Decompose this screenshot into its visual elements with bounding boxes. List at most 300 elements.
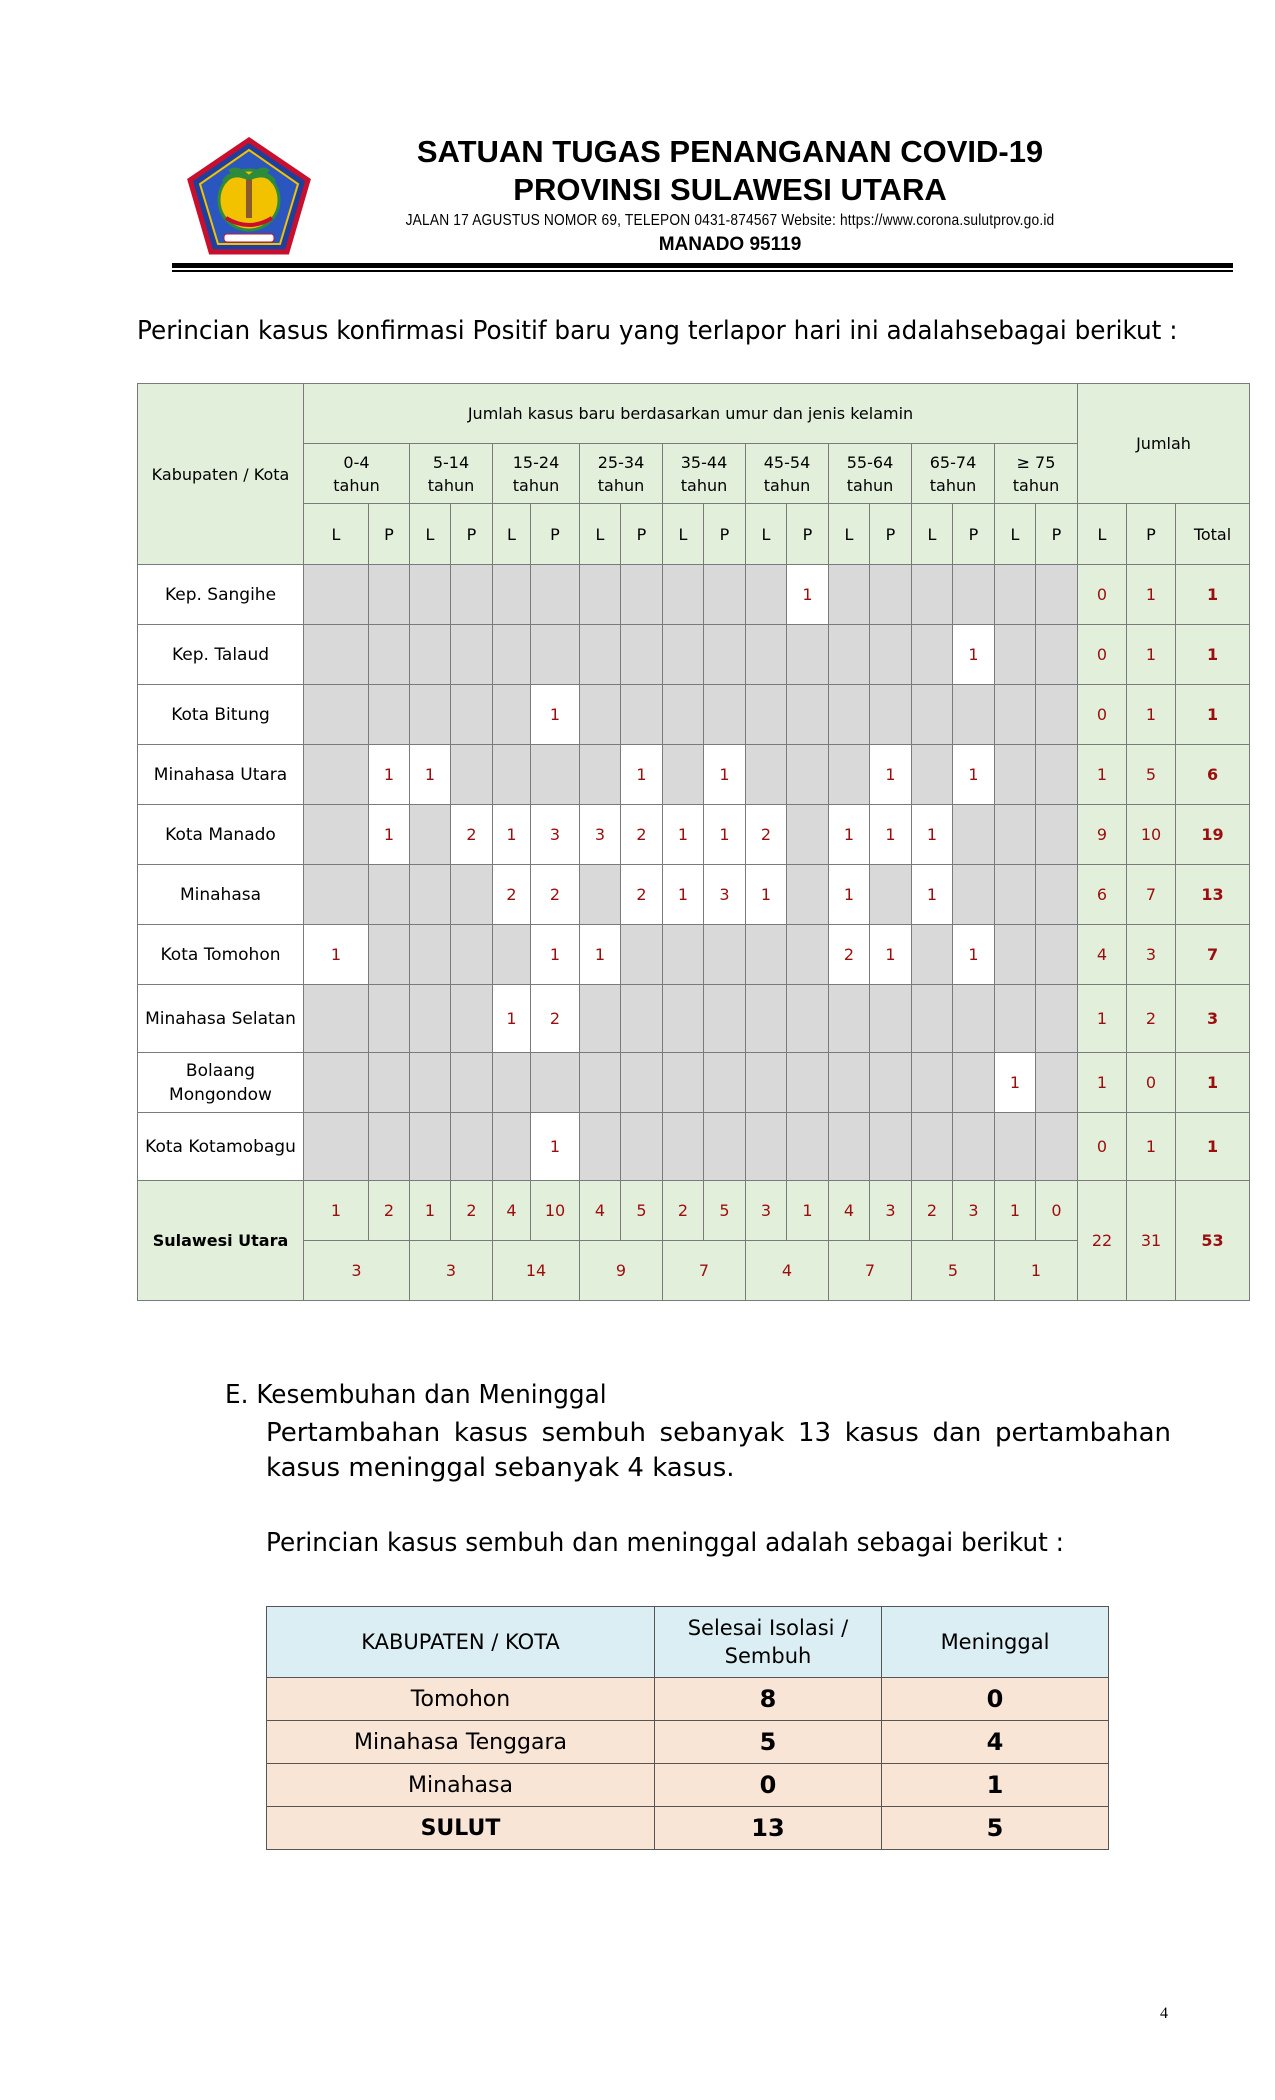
letterhead-title: SATUAN TUGAS PENANGANAN COVID-19 <box>416 134 1044 169</box>
case-count-cell <box>746 685 787 745</box>
age-group-header <box>912 444 995 504</box>
case-count-cell <box>663 565 704 625</box>
case-count-cell <box>451 1113 493 1181</box>
case-count-cell <box>870 985 912 1053</box>
case-count-cell <box>704 625 746 685</box>
case-count-cell <box>580 745 621 805</box>
table-row <box>138 625 1250 685</box>
sex-header-male: L <box>829 504 870 565</box>
recovery-deaths: 4 <box>882 1721 1109 1764</box>
case-count-cell <box>580 1053 621 1113</box>
age-group-unit: tahun <box>1012 475 1060 495</box>
case-count-cell <box>621 1053 663 1113</box>
case-count-cell <box>912 985 953 1053</box>
summary-count-cell: 2 <box>451 1181 493 1241</box>
case-count-cell <box>787 625 829 685</box>
case-count-cell <box>1036 985 1078 1053</box>
table-row <box>138 805 1250 865</box>
case-count-cell <box>580 865 621 925</box>
sex-header-female: P <box>451 504 493 565</box>
letterhead-rule-thin <box>172 270 1233 272</box>
table-row <box>138 1113 1250 1181</box>
age-group-header <box>746 444 829 504</box>
case-count-cell <box>493 925 531 985</box>
age-group-label: 5-14 <box>432 452 470 472</box>
summary-count-cell: 5 <box>621 1181 663 1241</box>
age-group-header <box>580 444 663 504</box>
case-count-cell <box>787 1113 829 1181</box>
case-count-cell <box>829 685 870 745</box>
summary-count-cell: 4 <box>493 1181 531 1241</box>
case-count-cell <box>663 1113 704 1181</box>
recovery-region: Minahasa <box>267 1764 655 1807</box>
case-count-cell <box>410 685 451 745</box>
summary-count-cell: 2 <box>663 1181 704 1241</box>
age-group-header <box>663 444 746 504</box>
age-group-label: 45-54 <box>763 452 811 472</box>
case-count-cell <box>746 1053 787 1113</box>
case-count-cell <box>995 865 1036 925</box>
total-header-male: L <box>1078 504 1127 565</box>
table-row <box>138 865 1250 925</box>
case-count-cell <box>829 1053 870 1113</box>
age-group-label: 15-24 <box>512 452 560 472</box>
case-count-cell <box>829 565 870 625</box>
case-count-cell: 1 <box>829 865 870 925</box>
case-count-cell <box>410 985 451 1053</box>
case-count-cell: 1 <box>304 925 369 985</box>
case-count-cell <box>953 1113 995 1181</box>
case-count-cell <box>953 1053 995 1113</box>
case-count-cell <box>995 985 1036 1053</box>
age-group-label: 35-44 <box>680 452 728 472</box>
section-e-body: Pertambahan kasus sembuh sebanyak 13 kasus dan pertambahan kasus meninggal sebanyak 4 kasus. <box>266 1418 1171 1483</box>
sex-header-female: P <box>953 504 995 565</box>
case-count-cell: 1 <box>493 805 531 865</box>
case-count-cell <box>1036 805 1078 865</box>
case-count-cell <box>531 625 580 685</box>
case-count-cell <box>746 565 787 625</box>
age-group-unit: tahun <box>597 475 645 495</box>
case-count-cell <box>410 805 451 865</box>
sex-header-male: L <box>746 504 787 565</box>
section-e-letter: E. <box>225 1380 249 1410</box>
case-count-cell: 2 <box>621 865 663 925</box>
case-count-cell <box>369 685 410 745</box>
recovery-row <box>267 1764 1109 1807</box>
summary-count-cell: 2 <box>912 1181 953 1241</box>
table-row <box>138 1053 1250 1113</box>
case-count-cell <box>912 565 953 625</box>
cases-intro-text: Perincian kasus konfirmasi Positif baru yang terlapor hari ini adalahsebagai berikut : <box>137 316 1178 346</box>
row-total-all: 1 <box>1176 625 1250 685</box>
case-count-cell <box>995 1113 1036 1181</box>
case-count-cell <box>953 865 995 925</box>
age-group-label: 0-4 <box>343 452 370 472</box>
case-count-cell <box>410 625 451 685</box>
case-count-cell <box>580 625 621 685</box>
case-count-cell <box>451 925 493 985</box>
summary-age-group-total: 5 <box>912 1241 995 1301</box>
case-count-cell: 1 <box>870 805 912 865</box>
recovery-recovered: 0 <box>655 1764 882 1807</box>
case-count-cell <box>621 565 663 625</box>
recovery-recovered: 8 <box>655 1678 882 1721</box>
recovery-table <box>266 1606 1109 1850</box>
summary-count-cell: 1 <box>995 1181 1036 1241</box>
age-group-label: 65-74 <box>929 452 977 472</box>
region-name: Bolaang Mongondow <box>138 1053 304 1113</box>
case-count-cell <box>746 1113 787 1181</box>
summary-count-cell: 1 <box>304 1181 369 1241</box>
case-count-cell: 2 <box>746 805 787 865</box>
row-total-male: 0 <box>1078 685 1127 745</box>
summary-count-cell: 10 <box>531 1181 580 1241</box>
page-number: 4 <box>1160 2005 1168 2022</box>
case-count-cell <box>912 745 953 805</box>
summary-count-cell: 5 <box>704 1181 746 1241</box>
recovery-row <box>267 1678 1109 1721</box>
case-count-cell <box>410 865 451 925</box>
row-total-all: 19 <box>1176 805 1250 865</box>
case-count-cell <box>621 625 663 685</box>
case-count-cell: 1 <box>531 685 580 745</box>
region-name: Kota Bitung <box>138 685 304 745</box>
case-count-cell: 1 <box>870 745 912 805</box>
case-count-cell <box>787 745 829 805</box>
summary-count-cell: 1 <box>787 1181 829 1241</box>
case-count-cell <box>580 565 621 625</box>
summary-count-cell: 4 <box>580 1181 621 1241</box>
case-count-cell <box>704 985 746 1053</box>
provincial-emblem-icon <box>184 136 314 258</box>
row-total-all: 3 <box>1176 985 1250 1053</box>
total-header-female: P <box>1127 504 1176 565</box>
case-count-cell: 1 <box>580 925 621 985</box>
table-row <box>138 985 1250 1053</box>
case-count-cell <box>451 865 493 925</box>
summary-count-cell: 4 <box>829 1181 870 1241</box>
case-count-cell: 1 <box>787 565 829 625</box>
case-count-cell: 1 <box>995 1053 1036 1113</box>
section-e-heading <box>225 1380 607 1410</box>
age-group-header <box>995 444 1078 504</box>
sex-header-female: P <box>369 504 410 565</box>
case-count-cell <box>1036 1113 1078 1181</box>
case-count-cell: 1 <box>621 745 663 805</box>
age-group-unit: tahun <box>929 475 977 495</box>
case-count-cell <box>870 565 912 625</box>
row-total-female: 1 <box>1127 565 1176 625</box>
case-count-cell <box>663 985 704 1053</box>
case-count-cell: 3 <box>580 805 621 865</box>
case-count-cell <box>870 1113 912 1181</box>
case-count-cell <box>369 985 410 1053</box>
case-count-cell <box>580 685 621 745</box>
case-count-cell <box>787 1053 829 1113</box>
case-count-cell <box>704 1053 746 1113</box>
case-count-cell <box>953 565 995 625</box>
case-count-cell <box>953 685 995 745</box>
case-count-cell <box>369 1053 410 1113</box>
sex-header-female: P <box>621 504 663 565</box>
case-count-cell <box>912 1053 953 1113</box>
row-total-male: 6 <box>1078 865 1127 925</box>
case-count-cell <box>870 625 912 685</box>
case-count-cell <box>704 565 746 625</box>
case-count-cell <box>304 745 369 805</box>
case-count-cell <box>304 985 369 1053</box>
row-total-female: 10 <box>1127 805 1176 865</box>
region-name: Kota Kotamobagu <box>138 1113 304 1181</box>
recovery-total-deaths: 5 <box>882 1807 1109 1850</box>
region-name: Kep. Sangihe <box>138 565 304 625</box>
summary-age-group-total: 1 <box>995 1241 1078 1301</box>
case-count-cell: 1 <box>704 745 746 805</box>
row-total-female: 1 <box>1127 1113 1176 1181</box>
case-count-cell <box>1036 625 1078 685</box>
case-count-cell: 2 <box>829 925 870 985</box>
case-count-cell <box>912 925 953 985</box>
summary-age-group-total: 7 <box>663 1241 746 1301</box>
case-count-cell <box>493 1053 531 1113</box>
case-count-cell <box>953 985 995 1053</box>
summary-total-female: 31 <box>1127 1181 1176 1301</box>
region-name: Kep. Talaud <box>138 625 304 685</box>
case-count-cell <box>580 1113 621 1181</box>
case-count-cell: 1 <box>369 745 410 805</box>
case-count-cell <box>531 1053 580 1113</box>
case-count-cell: 1 <box>953 745 995 805</box>
case-count-cell: 2 <box>451 805 493 865</box>
age-group-header <box>304 444 410 504</box>
letterhead-city: MANADO 95119 <box>658 234 802 255</box>
summary-total-male: 22 <box>1078 1181 1127 1301</box>
row-total-male: 4 <box>1078 925 1127 985</box>
case-count-cell: 2 <box>531 865 580 925</box>
case-count-cell <box>870 865 912 925</box>
region-name: Minahasa Utara <box>138 745 304 805</box>
case-count-cell <box>493 685 531 745</box>
case-count-cell <box>1036 925 1078 985</box>
age-group-label: ≥ 75 <box>1016 452 1056 472</box>
case-count-cell <box>304 805 369 865</box>
case-count-cell <box>746 625 787 685</box>
sex-header-male: L <box>995 504 1036 565</box>
case-count-cell <box>663 925 704 985</box>
case-count-cell <box>304 1113 369 1181</box>
row-total-all: 7 <box>1176 925 1250 985</box>
case-count-cell <box>410 1053 451 1113</box>
case-count-cell: 3 <box>704 865 746 925</box>
case-count-cell <box>580 985 621 1053</box>
case-count-cell <box>663 625 704 685</box>
case-count-cell: 3 <box>531 805 580 865</box>
summary-age-group-total: 3 <box>304 1241 410 1301</box>
sex-header-female: P <box>787 504 829 565</box>
case-count-cell <box>1036 865 1078 925</box>
age-group-header <box>410 444 493 504</box>
summary-count-cell: 3 <box>746 1181 787 1241</box>
sex-header-female: P <box>870 504 912 565</box>
summary-age-group-total: 4 <box>746 1241 829 1301</box>
row-total-all: 1 <box>1176 1053 1250 1113</box>
recovery-total-row <box>267 1807 1109 1850</box>
summary-age-group-total: 9 <box>580 1241 663 1301</box>
case-count-cell <box>704 1113 746 1181</box>
case-count-cell <box>829 745 870 805</box>
case-count-cell <box>451 685 493 745</box>
total-header-all: Total <box>1176 504 1250 565</box>
case-count-cell <box>995 625 1036 685</box>
case-count-cell <box>787 685 829 745</box>
header-age-sex-group: Jumlah kasus baru berdasarkan umur dan jenis kelamin <box>304 384 1078 444</box>
row-total-female: 1 <box>1127 625 1176 685</box>
recovery-region: Minahasa Tenggara <box>267 1721 655 1764</box>
case-count-cell <box>493 745 531 805</box>
case-count-cell <box>621 685 663 745</box>
case-count-cell: 1 <box>531 925 580 985</box>
case-count-cell: 2 <box>621 805 663 865</box>
case-count-cell <box>663 685 704 745</box>
case-count-cell <box>1036 565 1078 625</box>
case-count-cell <box>1036 1053 1078 1113</box>
row-total-male: 1 <box>1078 1053 1127 1113</box>
row-total-male: 0 <box>1078 625 1127 685</box>
case-count-cell <box>829 985 870 1053</box>
row-total-male: 9 <box>1078 805 1127 865</box>
age-group-unit: tahun <box>427 475 475 495</box>
case-count-cell <box>304 865 369 925</box>
case-count-cell <box>621 985 663 1053</box>
age-group-unit: tahun <box>763 475 811 495</box>
summary-age-group-total: 3 <box>410 1241 493 1301</box>
case-count-cell <box>995 685 1036 745</box>
case-count-cell: 1 <box>410 745 451 805</box>
case-count-cell <box>369 625 410 685</box>
case-count-cell <box>829 625 870 685</box>
case-count-cell <box>369 865 410 925</box>
case-count-cell: 1 <box>953 925 995 985</box>
case-count-cell <box>451 985 493 1053</box>
case-count-cell <box>1036 745 1078 805</box>
case-count-cell <box>912 685 953 745</box>
summary-count-cell: 1 <box>410 1181 451 1241</box>
case-count-cell <box>787 985 829 1053</box>
recovery-header-region: KABUPATEN / KOTA <box>267 1607 655 1678</box>
age-group-label: 55-64 <box>846 452 894 472</box>
letterhead-rule <box>172 263 1233 268</box>
age-group-header <box>493 444 580 504</box>
section-e-title: Kesembuhan dan Meninggal <box>256 1380 607 1410</box>
summary-count-cell: 3 <box>953 1181 995 1241</box>
age-group-unit: tahun <box>333 475 380 495</box>
table-row <box>138 745 1250 805</box>
case-count-cell <box>1036 685 1078 745</box>
row-total-female: 2 <box>1127 985 1176 1053</box>
case-count-cell: 1 <box>493 985 531 1053</box>
row-total-male: 0 <box>1078 1113 1127 1181</box>
case-count-cell <box>995 805 1036 865</box>
case-count-cell <box>912 1113 953 1181</box>
case-count-cell <box>410 1113 451 1181</box>
case-count-cell <box>451 625 493 685</box>
summary-count-cell: 2 <box>369 1181 410 1241</box>
case-count-cell <box>304 625 369 685</box>
region-name: Minahasa <box>138 865 304 925</box>
summary-region-name: Sulawesi Utara <box>138 1181 304 1301</box>
case-count-cell: 1 <box>912 865 953 925</box>
case-count-cell: 2 <box>493 865 531 925</box>
letterhead-subtitle: PROVINSI SULAWESI UTARA <box>513 172 947 207</box>
recovery-intro-text: Perincian kasus sembuh dan meninggal adalah sebagai berikut : <box>266 1528 1064 1558</box>
recovery-header-recovered: Selesai Isolasi / Sembuh <box>655 1607 882 1678</box>
letterhead-address: JALAN 17 AGUSTUS NOMOR 69, TELEPON 0431-874567 Website: https://www.corona.sulutprov.go.id <box>405 212 1055 229</box>
case-count-cell: 1 <box>912 805 953 865</box>
table-row <box>138 925 1250 985</box>
age-group-unit: tahun <box>512 475 560 495</box>
cases-table <box>137 383 1250 1301</box>
recovery-region: Tomohon <box>267 1678 655 1721</box>
case-count-cell <box>493 1113 531 1181</box>
case-count-cell <box>493 625 531 685</box>
age-group-unit: tahun <box>680 475 728 495</box>
case-count-cell <box>663 745 704 805</box>
case-count-cell: 1 <box>870 925 912 985</box>
case-count-cell <box>451 1053 493 1113</box>
table-row <box>138 565 1250 625</box>
case-count-cell <box>787 865 829 925</box>
case-count-cell <box>870 685 912 745</box>
row-total-male: 1 <box>1078 745 1127 805</box>
row-total-male: 0 <box>1078 565 1127 625</box>
case-count-cell <box>746 985 787 1053</box>
case-count-cell <box>829 1113 870 1181</box>
case-count-cell <box>787 925 829 985</box>
recovery-header-deaths: Meninggal <box>882 1607 1109 1678</box>
case-count-cell <box>493 565 531 625</box>
summary-total-all: 53 <box>1176 1181 1250 1301</box>
case-count-cell <box>304 685 369 745</box>
case-count-cell: 1 <box>829 805 870 865</box>
header-region: Kabupaten / Kota <box>138 384 304 565</box>
case-count-cell <box>995 745 1036 805</box>
case-count-cell <box>621 1113 663 1181</box>
sex-header-male: L <box>410 504 451 565</box>
case-count-cell: 2 <box>531 985 580 1053</box>
case-count-cell <box>369 565 410 625</box>
table-row <box>138 685 1250 745</box>
case-count-cell: 1 <box>704 805 746 865</box>
recovery-total-region: SULUT <box>267 1807 655 1850</box>
region-name: Kota Manado <box>138 805 304 865</box>
header-total: Jumlah <box>1078 384 1250 504</box>
case-count-cell: 1 <box>746 865 787 925</box>
recovery-row <box>267 1721 1109 1764</box>
row-total-all: 1 <box>1176 685 1250 745</box>
summary-row <box>138 1181 1250 1241</box>
row-total-all: 13 <box>1176 865 1250 925</box>
case-count-cell <box>746 925 787 985</box>
recovery-deaths: 1 <box>882 1764 1109 1807</box>
case-count-cell <box>531 745 580 805</box>
row-total-female: 1 <box>1127 685 1176 745</box>
case-count-cell: 1 <box>663 805 704 865</box>
sex-header-male: L <box>493 504 531 565</box>
region-name: Minahasa Selatan <box>138 985 304 1053</box>
case-count-cell <box>746 745 787 805</box>
case-count-cell <box>451 565 493 625</box>
